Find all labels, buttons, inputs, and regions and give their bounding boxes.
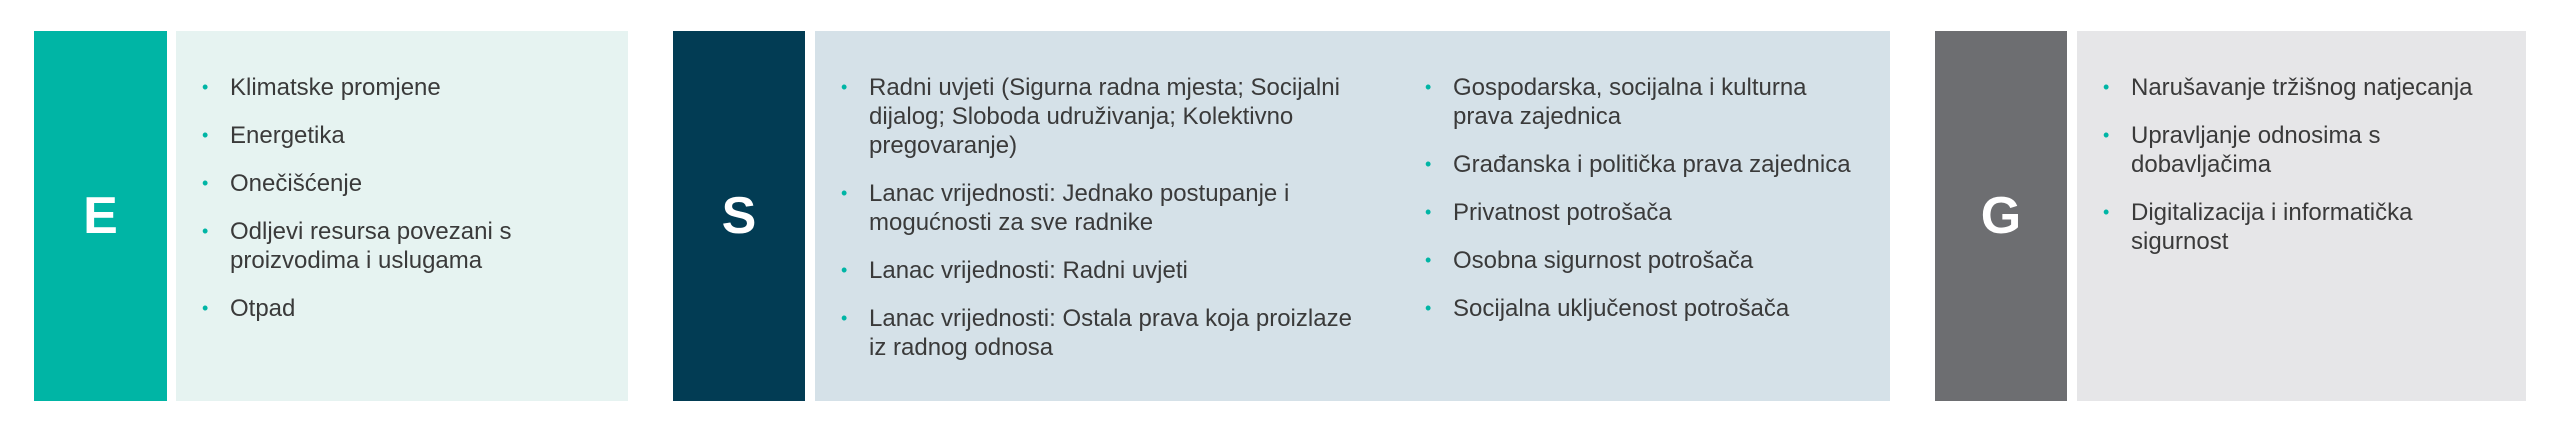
- list-item-text: Privatnost potrošača: [1453, 199, 1672, 226]
- g-block: [1935, 31, 2526, 401]
- list-item-text: Osobna sigurnost potrošača: [1453, 247, 1754, 274]
- bullet-icon: •: [841, 260, 848, 280]
- g-letter: G: [1980, 187, 2022, 245]
- s-block: [673, 31, 1890, 401]
- e-letter: E: [83, 187, 118, 245]
- list-item-text: Lanac vrijednosti: Jednako postupanje i mogućnosti za sve radnike: [869, 180, 1290, 236]
- bullet-icon: •: [2103, 202, 2110, 222]
- list-item: [200, 217, 610, 275]
- list-item-text: Klimatske promjene: [230, 74, 441, 101]
- list-item-text: Otpad: [230, 295, 296, 322]
- list-item: [1423, 150, 1873, 179]
- list-item-text: Odljevi resursa povezani s proizvodima i uslugama: [230, 218, 512, 274]
- list-item-text: Radni uvjeti (Sigurna radna mjesta; Socijalni dijalog; Sloboda udruživanja; Kolektivno pregovaranje): [869, 74, 1340, 159]
- bullet-icon: •: [202, 221, 209, 241]
- g-panel: [2077, 31, 2526, 401]
- bullet-icon: •: [1425, 250, 1432, 270]
- list-item-text: Energetika: [230, 122, 345, 149]
- bullet-icon: •: [202, 125, 209, 145]
- list-item-text: Građanska i politička prava zajednica: [1453, 151, 1851, 178]
- g-item-list: [2101, 73, 2491, 275]
- bullet-icon: •: [202, 77, 209, 97]
- bullet-icon: •: [1425, 154, 1432, 174]
- list-item: [2101, 121, 2491, 179]
- bullet-icon: •: [2103, 125, 2110, 145]
- list-item-text: Digitalizacija i informatička sigurnost: [2131, 199, 2413, 255]
- list-item: [1423, 246, 1873, 275]
- list-item: [200, 169, 610, 198]
- bullet-icon: •: [202, 173, 209, 193]
- list-item: [200, 73, 610, 102]
- s-item-list-left: [839, 73, 1359, 381]
- list-item: [2101, 73, 2491, 102]
- e-item-list: [200, 73, 610, 342]
- list-item-text: Lanac vrijednosti: Ostala prava koja proizlaze iz radnog odnosa: [869, 305, 1352, 361]
- bullet-icon: •: [202, 298, 209, 318]
- bullet-icon: •: [1425, 202, 1432, 222]
- e-panel: [176, 31, 628, 401]
- list-item-text: Upravljanje odnosima s dobavljačima: [2131, 122, 2381, 178]
- list-item: [1423, 73, 1873, 131]
- e-block: [34, 31, 628, 401]
- s-panel: [815, 31, 1890, 401]
- list-item: [200, 294, 610, 323]
- g-letter-tile: [1935, 31, 2067, 401]
- list-item-text: Narušavanje tržišnog natjecanja: [2131, 74, 2473, 101]
- s-letter-tile: [673, 31, 805, 401]
- list-item-text: Gospodarska, socijalna i kulturna prava zajednica: [1453, 74, 1807, 130]
- list-item: [2101, 198, 2491, 256]
- list-item: [1423, 294, 1873, 323]
- list-item: [839, 256, 1359, 285]
- s-item-list-right: [1423, 73, 1873, 342]
- bullet-icon: •: [1425, 77, 1432, 97]
- list-item: [1423, 198, 1873, 227]
- list-item-text: Socijalna uključenost potrošača: [1453, 295, 1790, 322]
- bullet-icon: •: [841, 183, 848, 203]
- bullet-icon: •: [841, 308, 848, 328]
- list-item: [839, 179, 1359, 237]
- bullet-icon: •: [1425, 298, 1432, 318]
- bullet-icon: •: [841, 77, 848, 97]
- list-item-text: Lanac vrijednosti: Radni uvjeti: [869, 257, 1188, 284]
- list-item-text: Onečišćenje: [230, 170, 363, 197]
- list-item: [839, 73, 1359, 160]
- s-letter: S: [721, 187, 757, 245]
- list-item: [200, 121, 610, 150]
- list-item: [839, 304, 1359, 362]
- bullet-icon: •: [2103, 77, 2110, 97]
- e-letter-tile: [34, 31, 167, 401]
